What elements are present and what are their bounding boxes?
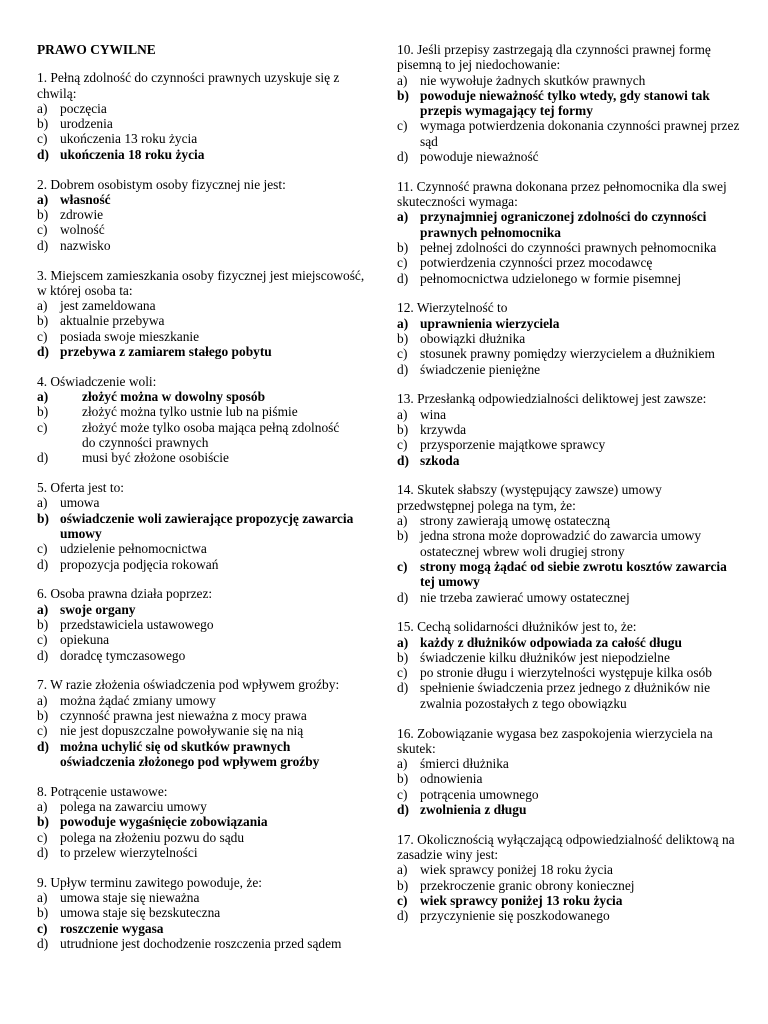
- option-letter: b): [397, 422, 409, 438]
- question-text: 8. Potrącenie ustawowe:: [37, 783, 168, 799]
- option-letter: a): [37, 298, 48, 314]
- answer-option: [37, 116, 367, 131]
- answer-option-correct: [397, 802, 742, 817]
- question: [397, 726, 742, 818]
- option-letter: a): [397, 756, 408, 772]
- answer-option: [37, 238, 367, 253]
- answer-option-correct: [37, 511, 367, 542]
- option-text: polega na zawarciu umowy: [60, 798, 207, 814]
- answer-option: [37, 723, 367, 738]
- option-letter: d): [397, 149, 409, 165]
- answer-option: [37, 905, 367, 920]
- answer-option: [37, 845, 367, 860]
- option-text: pełnomocnictwa udzielonego w formie pisemnej: [420, 270, 682, 286]
- question-text: 12. Wierzytelność to: [397, 300, 508, 316]
- option-text: przynajmniej ograniczonej zdolności do czynności prawnych pełnomocnika: [420, 209, 707, 240]
- question: [397, 482, 742, 604]
- option-letter: a): [397, 315, 409, 331]
- answer-option: [37, 799, 367, 814]
- answer-option: [397, 362, 742, 377]
- answer-option: [397, 73, 742, 88]
- option-text: pełnej zdolności do czynności prawnych pełnomocnika: [420, 240, 717, 256]
- option-text: strony mogą żądać od siebie zwrotu kosztów zawarcia tej umowy: [420, 558, 727, 590]
- question-text: 14. Skutek słabszy (występujący zawsze) umowy przedwstępnej polega na tym, że:: [397, 482, 662, 513]
- option-text: złożyć można w dowolny sposób: [82, 389, 266, 405]
- option-letter: d): [397, 270, 409, 286]
- question: [37, 268, 367, 360]
- answer-option: [37, 207, 367, 222]
- option-letter: c): [37, 328, 48, 344]
- option-letter: b): [397, 240, 409, 256]
- question: [397, 391, 742, 467]
- option-text: nazwisko: [60, 237, 111, 253]
- option-text: musi być złożone osobiście: [82, 450, 229, 466]
- answer-option: [37, 450, 367, 465]
- option-text: utrudnione jest dochodzenie roszczenia przed sądem: [60, 935, 342, 951]
- answer-option-correct: [37, 814, 367, 829]
- question-text: 6. Osoba prawna działa poprzez:: [37, 586, 213, 602]
- option-letter: b): [397, 528, 409, 544]
- option-letter: d): [397, 361, 409, 377]
- answer-option-correct: [37, 147, 367, 162]
- answer-option: [37, 541, 367, 556]
- option-letter: c): [37, 131, 48, 147]
- option-text: można żądać zmiany umowy: [60, 692, 216, 708]
- option-text: złożyć można tylko ustnie lub na piśmie: [82, 404, 298, 420]
- answer-option-correct: [37, 602, 367, 617]
- answer-option: [37, 222, 367, 237]
- option-letter: a): [37, 889, 48, 905]
- option-letter: a): [397, 513, 408, 529]
- option-letter: d): [397, 452, 409, 468]
- answer-option: [397, 513, 742, 528]
- question: [397, 300, 742, 376]
- option-letter: b): [37, 404, 49, 420]
- option-letter: a): [37, 191, 49, 207]
- answer-option: [397, 271, 742, 286]
- option-text: krzywda: [420, 422, 467, 438]
- option-text: polega na złożeniu pozwu do sądu: [60, 829, 245, 845]
- answer-option: [37, 131, 367, 146]
- answer-option-correct: [37, 921, 367, 936]
- option-letter: c): [397, 346, 408, 362]
- option-text: swoje organy: [60, 601, 136, 617]
- answer-option: [397, 437, 742, 452]
- option-letter: b): [37, 207, 49, 223]
- option-text: nie trzeba zawierać umowy ostatecznej: [420, 589, 630, 605]
- option-letter: c): [37, 723, 48, 739]
- answer-option: [37, 557, 367, 572]
- option-text: wina: [420, 406, 447, 422]
- option-text: przedstawiciela ustawowego: [60, 617, 214, 632]
- answer-option: [37, 708, 367, 723]
- answer-option: [397, 149, 742, 164]
- answer-option: [397, 331, 742, 346]
- question: [397, 619, 742, 711]
- question: [37, 70, 367, 162]
- option-letter: c): [397, 893, 408, 909]
- option-text: potwierdzenia czynności przez mocodawcę: [420, 255, 653, 271]
- question-text: 5. Oferta jest to:: [37, 480, 125, 496]
- question: [37, 677, 367, 769]
- option-letter: c): [37, 829, 48, 845]
- question-text: 3. Miejscem zamieszkania osoby fizycznej jest miejscowość, w której osoba ta:: [37, 267, 365, 298]
- option-text: umowa staje się nieważna: [60, 889, 200, 905]
- option-text: urodzenia: [60, 116, 113, 132]
- option-text: przekroczenie granic obrony koniecznej: [420, 877, 635, 893]
- answer-option: [37, 313, 367, 328]
- answer-option: [397, 240, 742, 255]
- question: [397, 42, 742, 164]
- option-text: nie wywołuje żadnych skutków prawnych: [420, 72, 646, 88]
- option-text: własność: [60, 191, 111, 207]
- option-text: udzielenie pełnomocnictwa: [60, 541, 207, 557]
- option-letter: a): [397, 862, 408, 878]
- answer-option-correct: [397, 635, 742, 650]
- option-text: wiek sprawcy poniżej 18 roku życia: [420, 862, 613, 878]
- option-letter: b): [397, 87, 409, 103]
- option-letter: d): [37, 844, 49, 860]
- option-text: to przelew wierzytelności: [60, 844, 198, 860]
- option-letter: c): [397, 558, 408, 574]
- option-text: powoduje nieważność tylko wtedy, gdy stanowi tak przepis wymagający tej formy: [420, 87, 710, 119]
- answer-option-correct: [37, 344, 367, 359]
- answer-option: [37, 420, 367, 451]
- document-title: PRAWO CYWILNE: [37, 42, 156, 57]
- option-text: śmierci dłużnika: [420, 756, 509, 772]
- option-text-continuation: do czynności prawnych: [82, 435, 209, 451]
- option-letter: d): [37, 647, 49, 663]
- answer-option-correct: [397, 209, 742, 240]
- answer-option: [397, 771, 742, 786]
- option-letter: a): [37, 389, 49, 405]
- answer-option: [397, 908, 742, 923]
- option-letter: a): [37, 798, 48, 814]
- answer-option: [397, 665, 742, 680]
- answer-option: [397, 787, 742, 802]
- option-letter: d): [37, 146, 49, 162]
- option-text: przysporzenie majątkowe sprawcy: [420, 437, 606, 453]
- option-letter: b): [37, 905, 49, 921]
- answer-option: [397, 680, 742, 711]
- question-text: 4. Oświadczenie woli:: [37, 373, 157, 389]
- option-letter: d): [397, 589, 409, 605]
- option-text: powoduje wygaśnięcie zobowiązania: [60, 814, 268, 830]
- answer-option: [37, 632, 367, 647]
- answer-option: [37, 936, 367, 951]
- option-letter: b): [37, 707, 49, 723]
- question: [397, 179, 742, 286]
- question-text: 7. W razie złożenia oświadczenia pod wpływem groźby:: [37, 677, 340, 693]
- option-letter: b): [397, 771, 409, 787]
- option-text: uprawnienia wierzyciela: [420, 315, 560, 331]
- option-letter: b): [397, 877, 409, 893]
- option-text: umowa staje się bezskuteczna: [60, 905, 221, 921]
- answer-option-correct: [397, 453, 742, 468]
- answer-option-correct: [37, 192, 367, 207]
- option-letter: a): [397, 209, 409, 225]
- answer-option: [37, 495, 367, 510]
- answer-option: [397, 422, 742, 437]
- option-text: doradcę tymczasowego: [60, 647, 186, 663]
- option-text: przyczynienie się poszkodowanego: [420, 908, 610, 924]
- option-letter: a): [37, 495, 48, 511]
- option-letter: c): [37, 920, 48, 936]
- answer-option: [37, 329, 367, 344]
- option-letter: b): [397, 331, 409, 347]
- answer-option: [37, 404, 367, 419]
- option-text: czynność prawna jest nieważna z mocy prawa: [60, 707, 307, 723]
- option-text: po stronie długu i wierzytelności występuje kilka osób: [420, 665, 712, 681]
- option-letter: b): [37, 510, 49, 526]
- option-text: wolność: [60, 222, 105, 238]
- question: [37, 480, 367, 572]
- option-letter: d): [37, 556, 49, 572]
- answer-option: [37, 101, 367, 116]
- option-letter: b): [37, 116, 49, 132]
- question: [37, 784, 367, 860]
- option-text: opiekuna: [60, 632, 110, 648]
- option-letter: c): [397, 118, 408, 134]
- option-text: spełnienie świadczenia przez jednego z dłużników nie zwalnia pozostałych z tego obowiązku: [420, 680, 711, 711]
- answer-option-correct: [397, 893, 742, 908]
- answer-option: [397, 407, 742, 422]
- question: [37, 374, 367, 466]
- question: [397, 832, 742, 924]
- option-text: wymaga potwierdzenia dokonania czynności prawnej przez sąd: [420, 118, 740, 149]
- left-column: [37, 42, 367, 966]
- option-text: strony zawierają umowę ostateczną: [420, 513, 610, 529]
- answer-option: [397, 756, 742, 771]
- option-letter: b): [37, 617, 49, 632]
- answer-option-correct: [397, 559, 742, 590]
- question: [37, 586, 367, 662]
- answer-option: [37, 890, 367, 905]
- right-column: [397, 42, 742, 938]
- option-letter: d): [397, 802, 409, 818]
- option-text: szkoda: [420, 452, 460, 468]
- option-text: umowa: [60, 495, 100, 511]
- option-letter: d): [37, 237, 49, 253]
- option-text: powoduje nieważność: [420, 149, 539, 165]
- option-letter: a): [37, 692, 48, 708]
- option-text: potrącenia umownego: [420, 786, 539, 802]
- option-text: odnowienia: [420, 771, 483, 787]
- question: [37, 177, 367, 253]
- answer-option: [397, 878, 742, 893]
- option-letter: c): [37, 222, 48, 238]
- answer-option: [397, 650, 742, 665]
- answer-option-correct: [37, 389, 367, 404]
- option-text: można uchylić się od skutków prawnych oświadczenia złożonego pod wpływem groźby: [60, 738, 320, 769]
- option-text: świadczenie pieniężne: [420, 361, 541, 377]
- option-text: aktualnie przebywa: [60, 313, 165, 329]
- question-text: 9. Upływ terminu zawitego powoduje, że:: [37, 874, 262, 890]
- option-text: roszczenie wygasa: [60, 920, 164, 936]
- option-text: świadczenie kilku dłużników jest niepodzielne: [420, 649, 670, 665]
- question-text: 17. Okolicznością wyłączającą odpowiedzialność deliktową na zasadzie winy jest:: [397, 831, 735, 863]
- answer-option-correct: [397, 88, 742, 119]
- question-text: 11. Czynność prawna dokonana przez pełnomocnika dla swej skuteczności wymaga:: [397, 178, 727, 210]
- answer-option: [397, 118, 742, 149]
- option-letter: a): [397, 406, 408, 422]
- answer-option: [37, 617, 367, 632]
- answer-option: [397, 528, 742, 559]
- answer-option: [37, 830, 367, 845]
- option-text: zdrowie: [60, 207, 104, 223]
- question: [37, 875, 367, 951]
- option-text: stosunek prawny pomiędzy wierzycielem a dłużnikiem: [420, 346, 715, 362]
- question-text: 10. Jeśli przepisy zastrzegają dla czynności prawnej formę pisemną to jej niedochowanie:: [397, 42, 711, 73]
- question-text: 13. Przesłanką odpowiedzialności deliktowej jest zawsze:: [397, 391, 707, 407]
- option-text: zwolnienia z długu: [420, 802, 527, 818]
- option-text: nie jest dopuszczalne powoływanie się na nią: [60, 723, 304, 739]
- option-letter: d): [37, 344, 49, 360]
- option-text: złożyć może tylko osoba mająca pełną zdolność: [82, 419, 340, 435]
- option-text: ukończenia 18 roku życia: [60, 146, 205, 162]
- option-letter: c): [37, 632, 48, 648]
- option-letter: b): [397, 649, 409, 665]
- option-letter: b): [37, 814, 49, 830]
- answer-option-correct: [37, 739, 367, 770]
- answer-option: [37, 693, 367, 708]
- answer-option: [397, 862, 742, 877]
- answer-option: [37, 648, 367, 663]
- option-letter: d): [37, 738, 49, 754]
- question-text: 1. Pełną zdolność do czynności prawnych uzyskuje się z chwilą:: [37, 70, 340, 101]
- option-letter: d): [37, 450, 49, 466]
- option-letter: a): [37, 601, 49, 617]
- question-text: 15. Cechą solidarności dłużników jest to, że:: [397, 619, 637, 635]
- option-letter: b): [37, 313, 49, 329]
- option-text: wiek sprawcy poniżej 13 roku życia: [420, 893, 623, 909]
- option-text: jedna strona może doprowadzić do zawarcia umowy ostatecznej wbrew woli drugiej strony: [420, 528, 702, 559]
- option-text: każdy z dłużników odpowiada za całość długu: [420, 634, 682, 650]
- option-letter: c): [397, 786, 408, 802]
- answer-option: [397, 590, 742, 605]
- option-text: posiada swoje mieszkanie: [60, 328, 200, 344]
- option-text: oświadczenie woli zawierające propozycję zawarcia umowy: [60, 510, 354, 542]
- question-text: 16. Zobowiązanie wygasa bez zaspokojenia wierzyciela na skutek:: [397, 725, 713, 756]
- option-letter: c): [397, 665, 408, 681]
- option-text: propozycja podjęcia rokowań: [60, 556, 219, 572]
- option-text: poczęcia: [60, 100, 107, 116]
- option-letter: c): [37, 541, 48, 557]
- option-letter: a): [397, 72, 408, 88]
- option-text: ukończenia 13 roku życia: [60, 131, 198, 147]
- answer-option: [37, 298, 367, 313]
- option-letter: c): [397, 437, 408, 453]
- option-text: jest zameldowana: [60, 298, 156, 314]
- option-letter: d): [397, 680, 409, 696]
- answer-option: [397, 255, 742, 270]
- option-letter: d): [37, 935, 49, 951]
- option-letter: d): [397, 908, 409, 924]
- option-letter: a): [37, 100, 48, 116]
- option-text: przebywa z zamiarem stałego pobytu: [60, 344, 272, 360]
- answer-option: [397, 346, 742, 361]
- answer-option-correct: [397, 316, 742, 331]
- option-letter: c): [37, 419, 48, 435]
- option-letter: a): [397, 634, 409, 650]
- question-text: 2. Dobrem osobistym osoby fizycznej nie jest:: [37, 176, 286, 192]
- option-letter: c): [397, 255, 408, 271]
- option-text: obowiązki dłużnika: [420, 331, 526, 347]
